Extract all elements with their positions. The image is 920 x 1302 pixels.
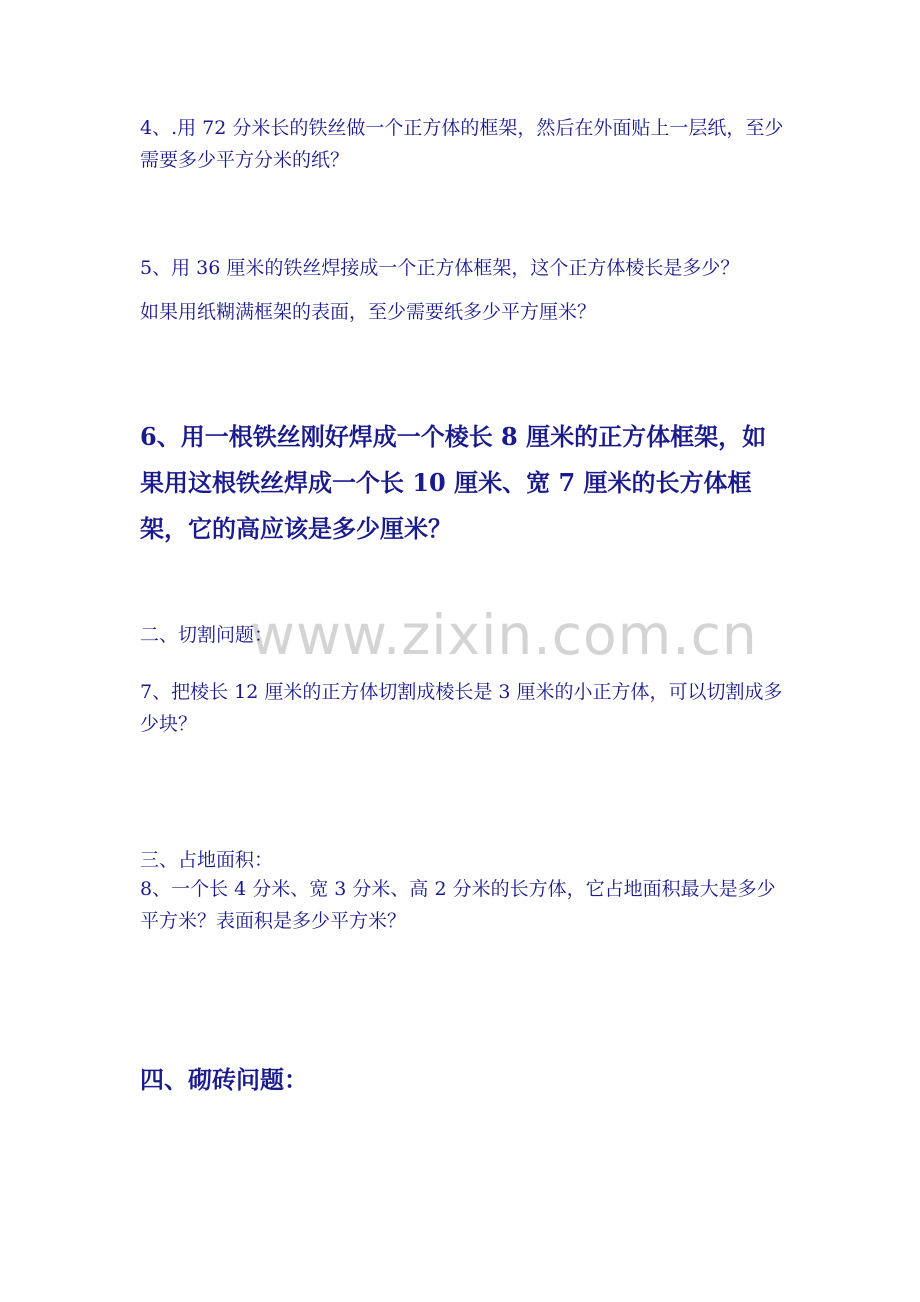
section-3-heading: 三、占地面积： bbox=[140, 849, 274, 871]
question-7: 7、把棱长 12 厘米的正方体切割成棱长是 3 厘米的小正方体，可以切割成多少块？ bbox=[140, 681, 783, 735]
question-6: 6、用一根铁丝刚好焊成一个棱长 8 厘米的正方体框架，如果用这根铁丝焊成一个长 10 厘米、宽 7 厘米的长方体框架，它的高应该是多少厘米？ bbox=[140, 422, 767, 543]
question-8: 8、一个长 4 分米、宽 3 分米、高 2 分米的长方体，它占地面积最大是多少平方米？表面积是多少平方米？ bbox=[140, 878, 776, 932]
question-4: 4、.用 72 分米长的铁丝做一个正方体的框架，然后在外面贴上一层纸，至少需要多少平方分米的纸？ bbox=[140, 117, 784, 171]
section-2-heading: 二、切割问题： bbox=[140, 624, 274, 646]
section-4-heading: 四、砌砖问题： bbox=[140, 1065, 308, 1094]
watermark: www.zixin.com.cn bbox=[250, 603, 758, 667]
question-5-line-1: 5、用 36 厘米的铁丝焊接成一个正方体框架，这个正方体棱长是多少？ bbox=[140, 257, 740, 279]
question-5-line-2: 如果用纸糊满框架的表面，至少需要纸多少平方厘米？ bbox=[140, 301, 597, 323]
question-5 bbox=[140, 246, 785, 334]
